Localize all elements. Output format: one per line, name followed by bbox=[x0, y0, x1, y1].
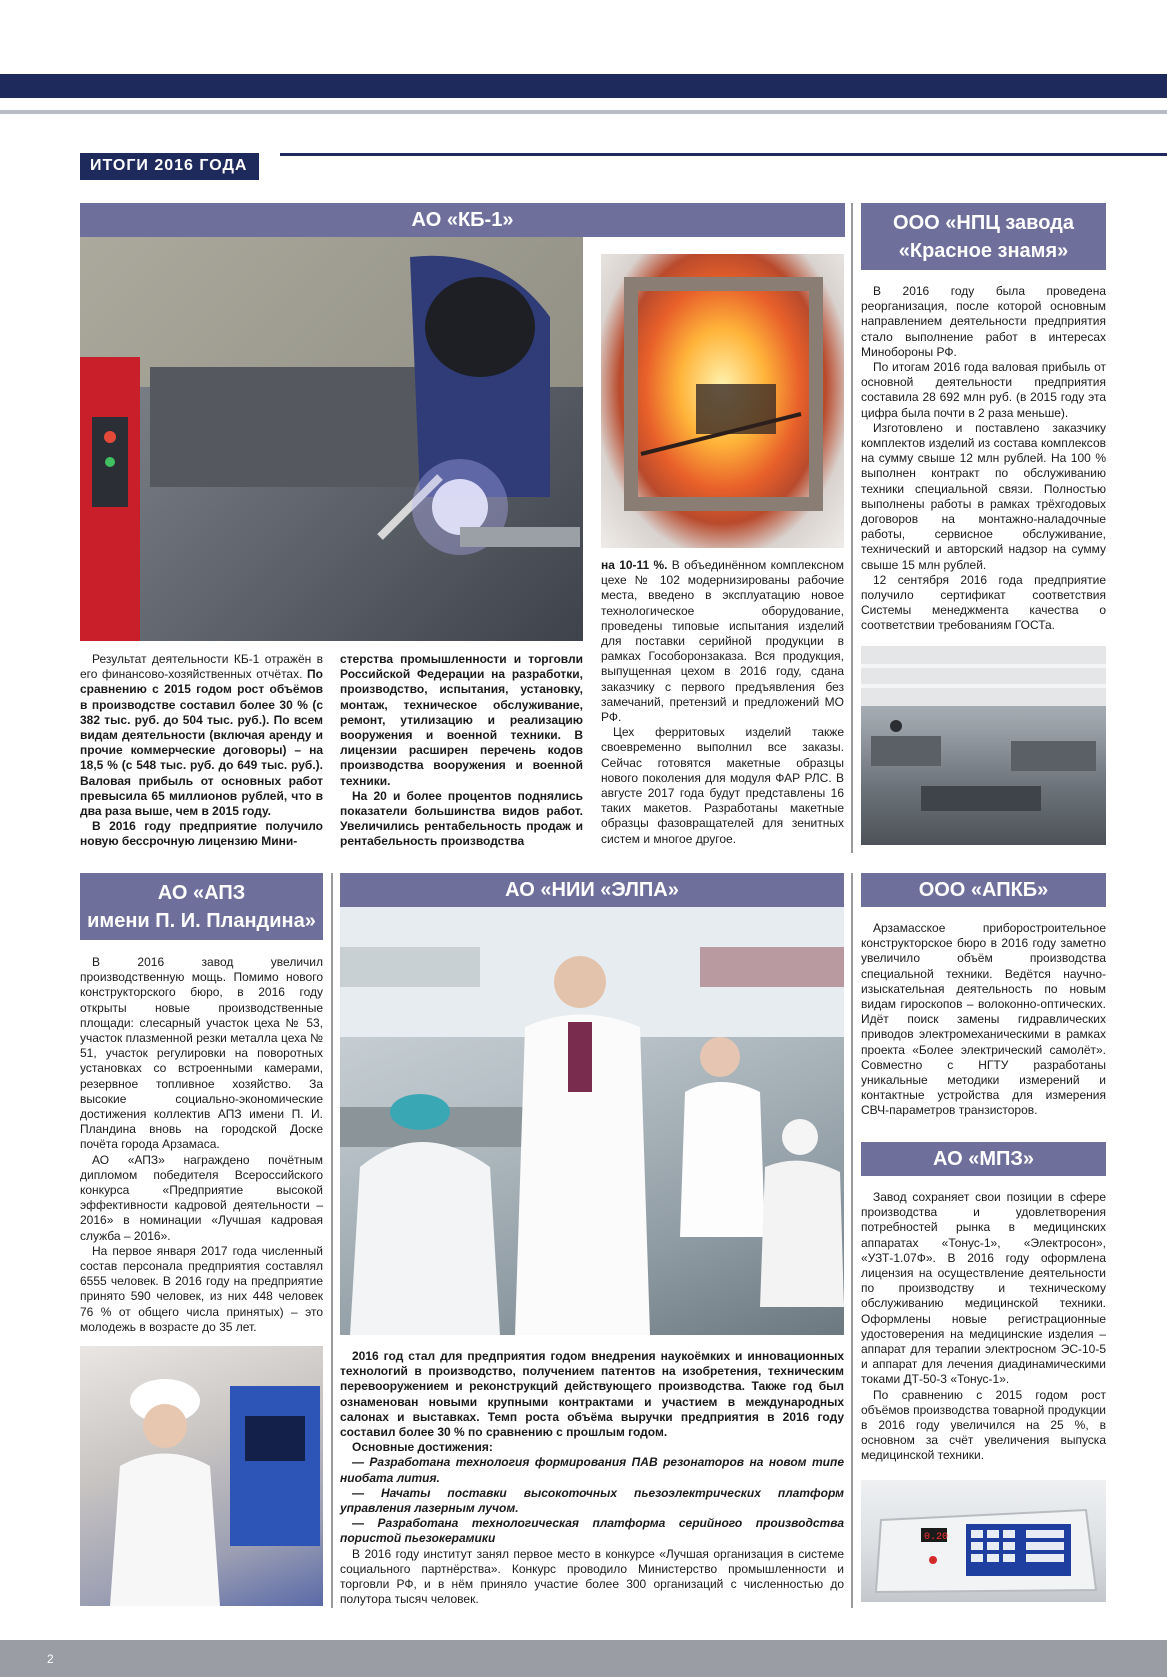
factory-hall-illustration bbox=[861, 646, 1106, 845]
elpa-achievement-3: — Разработана технологическая платформа серийного производства пористой пьезокерамики bbox=[340, 1516, 844, 1546]
column-divider-bottom-right bbox=[851, 873, 853, 1608]
elpa-lab-illustration bbox=[340, 907, 844, 1335]
column-divider-bottom-left bbox=[331, 873, 333, 1608]
apkb-p1: Арзамасское приборостроительное конструкторское бюро в 2016 году заметно увеличило объём производства специальной техники. Ведётся научно-изыскательная деятельность по новым видам гироскопов – волоконно-оптических. Идёт поиск замены гидравлических приводов электромеханическими в рамках проекта «Более электрический самолёт». Совместно с НГТУ разработаны уникальные методики измерений и контактные устройства для измерения СВЧ-параметров транзисторов. bbox=[861, 921, 1106, 1118]
page-footer bbox=[0, 1640, 1167, 1677]
mpz-text bbox=[861, 1190, 1106, 1464]
npc-p3: Изготовлено и поставлено заказчику комплектов изделий из состава комплексов на сумму свыше 12 млн рублей. На 100 % выполнен контракт по обслуживанию техники специальной связи. Полностью выполнены работы в рамках трёхгодовых договоров на монтажно-наладочные работы, сервисное обслуживание, технический и авторский надзор на сумму свыше 15 млн рублей. bbox=[861, 420, 1106, 572]
kb1-c2-p1: стерства промышленности и торговли Российской Федерации на разработки, производство, испытания, установку, монтаж, техническое обслуживание, ремонт, утилизацию и реализацию вооружения и военной техники. В лицензии расширен перечень кодов производства вооружения и военной техники. bbox=[340, 652, 583, 788]
npc-p1: В 2016 году была проведена реорганизация, после которой основным направлением деятельности предприятия стало выполнение работ в интересах Минобороны РФ. bbox=[861, 284, 1106, 359]
elpa-p1: 2016 год стал для предприятия годом внедрения наукоёмких и инновационных технологий в производство, получением патентов на изобретения, техническим перевооружением и реконструкций действующего производства. Также год был ознаменован новыми крупными контрактами и участием в международных салонах и выставках. Темп роста объёма выручки предприятия в 2016 году составил более 30 % по сравнению с прошлым годом. bbox=[340, 1349, 844, 1440]
apz-p1: В 2016 завод увеличил производственную мощь. Помимо нового конструкторского бюро, в 2016 году открыты новые производственные площади: слесарный участок цеха № 53, участок плазменной резки металла цеха № 51, участок регулировки на поворотных установках со встроенными камерами, резервное топливное хозяйство. За высокие социально-экономические достижения коллектив АПЗ имени П. И. Пландина вновь на городской Доске почёта города Арзамаса. bbox=[80, 955, 323, 1152]
npc-text bbox=[861, 284, 1106, 634]
welding-photo bbox=[80, 237, 583, 641]
apz-text bbox=[80, 955, 323, 1335]
elpa-heading-text: АО «НИИ «ЭЛПА» bbox=[505, 879, 679, 901]
lab-worker-illustration bbox=[80, 1346, 323, 1606]
kb1-column-1 bbox=[80, 652, 323, 850]
lab-worker-photo bbox=[80, 1346, 323, 1606]
mpz-heading-text: АО «МПЗ» bbox=[932, 1148, 1035, 1170]
elpa-achievement-1: — Разработана технология формирования ПАВ резонаторов на новом типе ниобата лития. bbox=[340, 1455, 844, 1485]
furnace-photo bbox=[601, 254, 844, 548]
kb1-column-2 bbox=[340, 652, 583, 850]
kb1-c3-p1-bold: на 10-11 %. bbox=[601, 558, 668, 572]
kb1-heading bbox=[80, 203, 845, 237]
apz-heading bbox=[80, 873, 323, 940]
kb1-c1-p1-plain: Результат деятельности КБ-1 отражён в его финансово-хозяйственных отчётах. bbox=[80, 652, 323, 682]
mpz-p1: Завод сохраняет свои позиции в сфере производства и удовлетворения потребностей рынка в медицинских аппаратах «Тонус-1», «Электросон», «УЗТ-1.07Ф». В 2016 году оформлена лицензия на осуществление деятельности по производству и техническому обслуживанию медицинской техники. Оформлены новые регистрационные удостоверения на медицинские изделия – аппарат для терапии электросном ЭС-10-5 и аппарат для лечения диадинамическими токами ДТ-50-3 «Тонус-1». bbox=[861, 1190, 1106, 1387]
apkb-heading-text: ООО «АПКБ» bbox=[918, 879, 1049, 901]
section-title: ИТОГИ 2016 ГОДА bbox=[80, 153, 259, 180]
furnace-illustration bbox=[601, 254, 844, 548]
header-rule bbox=[0, 110, 1167, 114]
kb1-column-3 bbox=[601, 558, 844, 847]
npc-p2: По итогам 2016 года валовая прибыль от основной деятельности предприятия составила 28 692 млн руб. (в 2015 году эта цифра была почти в 2 раза меньше). bbox=[861, 360, 1106, 420]
column-divider-top bbox=[851, 203, 853, 853]
apkb-text bbox=[861, 921, 1106, 1119]
apz-p2: АО «АПЗ» награждено почётным дипломом победителя Всероссийского конкурса «Предприятие высокой эффективности кадровой деятельности – 2016» в номинации «Лучшая кадровая служба – 2016». bbox=[80, 1152, 323, 1243]
elpa-achievement-2: — Начаты поставки высокоточных пьезоэлектрических платформ управления лазерным лучом. bbox=[340, 1485, 844, 1516]
kb1-heading-text: АО «КБ-1» bbox=[411, 209, 514, 231]
header-band bbox=[0, 74, 1167, 98]
elpa-lab-photo bbox=[340, 907, 844, 1335]
mpz-p2: По сравнению с 2015 годом рост объёмов производства товарной продукции в 2016 году увеличился на 25 %, в основном за счёт увеличения выпуска медицинской техники. bbox=[861, 1387, 1106, 1463]
npc-heading bbox=[861, 203, 1106, 270]
mpz-heading bbox=[861, 1142, 1106, 1176]
medical-device-photo bbox=[861, 1480, 1106, 1602]
device-display: 0.20 bbox=[924, 1532, 949, 1543]
elpa-p2: В 2016 году институт занял первое место в конкурсе «Лучшая организация в системе социального партнёрства». Конкурс проводило Министерство промышленности и торговли РФ, и в нём приняло участие более 300 организаций с численностью до полутора тысяч человек. bbox=[340, 1546, 844, 1607]
elpa-achievements-title: Основные достижения: bbox=[352, 1440, 493, 1455]
kb1-c1-p2: В 2016 году предприятие получило новую бессрочную лицензию Мини- bbox=[80, 819, 323, 849]
apz-heading-line1: АО «АПЗ bbox=[157, 881, 246, 904]
npc-heading-line2: «Красное знамя» bbox=[898, 239, 1069, 262]
kb1-c1-p1-bold: По сравнению с 2015 годом рост объёмов в производстве составил более 30 % (с 382 тыс. руб. до 504 тыс. руб.). По всем видам деятельности (включая аренду и прочие коммерческие договоры) – на 18,5 % (с 548 тыс. руб. до 649 тыс. руб.). Валовая прибыль от основных работ превысила 65 миллионов рублей, что в два раза выше, чем в 2015 году. bbox=[80, 667, 324, 819]
kb1-c2-p2: На 20 и более процентов поднялись показатели большинства видов работ. Увеличились рентабельность продаж и рентабельность производства bbox=[340, 788, 583, 849]
npc-heading-line1: ООО «НПЦ завода bbox=[893, 211, 1074, 234]
apkb-heading bbox=[861, 873, 1106, 907]
welding-illustration bbox=[80, 237, 583, 641]
medical-device-illustration bbox=[861, 1480, 1106, 1602]
page-number: 2 bbox=[47, 1652, 54, 1666]
apz-p3: На первое января 2017 года численный состав персонала предприятия составлял 6555 человек. В 2016 году на предприятие принято 590 человек, из них 448 человек 76 % от общего числа принятых) – это молодежь в возрасте до 35 лет. bbox=[80, 1243, 323, 1334]
section-rule bbox=[280, 153, 1167, 156]
elpa-heading bbox=[340, 873, 844, 907]
kb1-c3-p1-plain: В объединённом комплексном цехе № 102 модернизированы рабочие места, введено в эксплуатацию новое технологическое оборудование, проведены типовые испытания изделий для поставки серийной продукции в рамках Гособоронзаказа. Вся продукция, выпущенная цехом в 2016 году, сдана заказчику с первого предъявления без замечаний, претензий и предложений МО РФ. bbox=[601, 558, 845, 725]
elpa-text bbox=[340, 1349, 844, 1607]
kb1-c3-p2: Цех ферритовых изделий также своевременно выполнил все заказы. Сейчас готовятся макетные образцы нового поколения для модуля ФАР РЛС. В августе 2017 года будут представлены 16 таких макетов. Разработаны макетные образцы фазовращателей для зенитных систем и многое другое. bbox=[601, 725, 844, 846]
factory-hall-photo bbox=[861, 646, 1106, 845]
npc-p4: 12 сентября 2016 года предприятие получило сертификат соответствия Системы менеджмента качества о соответствии требованиям ГОСТа. bbox=[861, 572, 1106, 633]
apz-heading-line2: имени П. И. Пландина» bbox=[87, 909, 316, 932]
